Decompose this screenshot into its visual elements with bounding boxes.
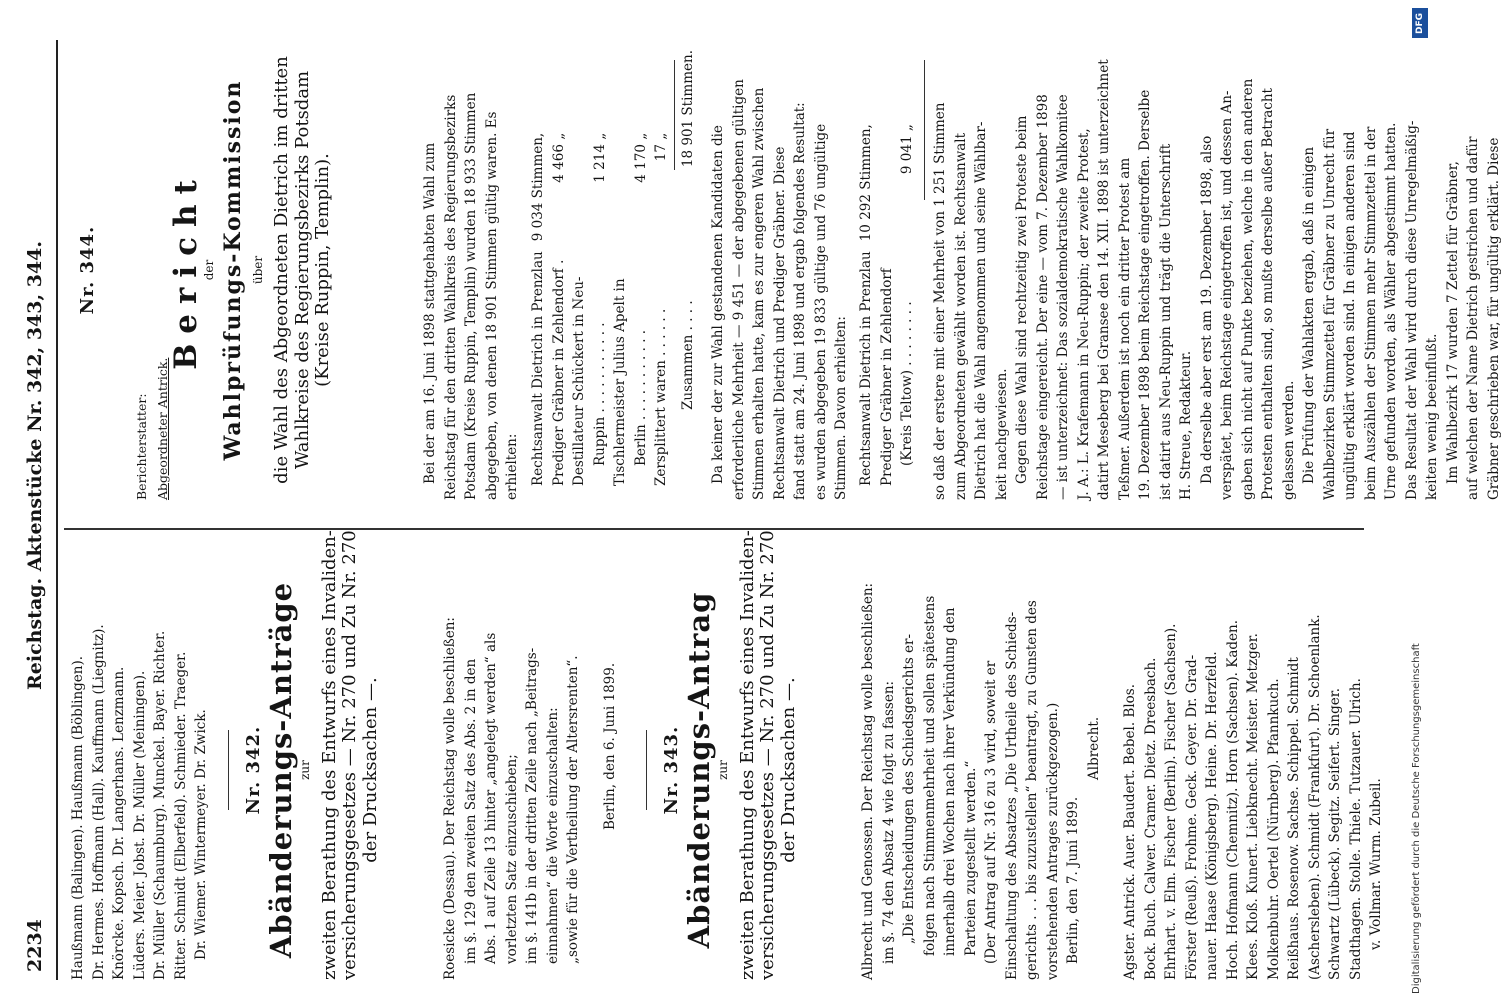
table-row <box>651 133 672 486</box>
text-line: fand statt am 24. Juni 1898 und ergab folgendes Resultat: <box>792 102 808 500</box>
text-line: Roesicke (Dessau). Der Reichstag wolle beschließen: <box>442 617 458 980</box>
text-line: beim Auszählen der Stimmen mehr Stimmzettel in der <box>1362 126 1379 500</box>
text-line: Stimmen. Davon erhielten: <box>833 316 849 500</box>
text-line: gelassen werden. <box>1280 380 1297 500</box>
text-line: Einschaltung des Absatzes „Die Urtheile des Schieds- <box>1003 611 1020 980</box>
signer-name: Albrecht. <box>1085 716 1102 780</box>
table-row <box>569 133 590 486</box>
dfg-credit-text: Digitalisierung gefördert durch die Deutsche Forschungsgemeinschaft <box>1411 643 1422 994</box>
text-line: Die Prüfung der Wahlakten ergab, daß in einigen <box>1301 146 1317 484</box>
date-line: Berlin, den 7. Juni 1899. <box>1065 796 1081 964</box>
text-line: Gräbner geschrieben war, für ungültig erklärt. Diese <box>1485 137 1502 500</box>
section-number: Nr. 344. <box>77 225 98 315</box>
total-row <box>678 50 699 410</box>
text-line: abgegeben, von denen 18 901 Stimmen gültig waren. Es <box>483 111 500 500</box>
section-subject: der Drucksachen —. <box>359 677 381 863</box>
running-head <box>24 30 54 990</box>
text-line: folgen nach Stimmenmehrheit und sollen spätestens <box>921 595 938 956</box>
report-der: der <box>201 259 216 281</box>
section-subject: versicherungsgesetzes — Nr. 270 und Zu Nr. 270 <box>757 530 778 980</box>
section-rule <box>228 730 229 810</box>
section-subject: versicherungsgesetzes — Nr. 270 und Zu Nr. 270 <box>339 530 360 980</box>
text-line: Hoch. Hofmann (Chemnitz). Horn (Sachsen). Kaden. <box>1224 619 1241 980</box>
section-343 <box>661 530 799 980</box>
text-line: Stadthagen. Stolle. Thiele. Tutzauer. Ulrich. <box>1347 678 1364 980</box>
text-line: Bei der am 16. Juni 1898 stattgehabten Wahl zum <box>422 142 438 484</box>
table-row <box>528 133 549 486</box>
text-line: Ritter. Schmidt (Elberfeld). Schmieder. Traeger. <box>172 651 189 980</box>
table-row <box>897 124 918 486</box>
text-line: Stimmen erhalten hatte, kam es zur engeren Wahl zwischen <box>751 87 767 500</box>
text-line: Bock. Buch. Calwer. Cramer. Dietz. Dreesbach. <box>1142 657 1159 980</box>
text-line: Wahlbezirken Stimmzettel für Gräbner zu Unrecht für <box>1321 128 1338 500</box>
text-line: H. Streue, Redakteur. <box>1178 350 1194 500</box>
section-344-heading <box>168 40 334 500</box>
text-line: — ist unterzeichnet: Das sozialdemokratische Wahlkomitee <box>1055 94 1071 500</box>
text-line: keiten wenig beeinflußt. <box>1424 333 1440 500</box>
text-line: Lüders. Meier. Jobst. Dr. Müller (Meiningen). <box>131 670 148 980</box>
total-label: Zusammen . . . . <box>680 300 696 410</box>
running-head-text: Reichstag. Aktenstücke Nr. 342, 343, 344. <box>24 240 46 690</box>
votes-cell: 9 034 Stimmen, <box>530 132 546 242</box>
votes-cell <box>569 133 590 252</box>
candidate-cell: Ruppin . . . . . . . . . . . <box>591 322 608 466</box>
text-line: „sowie für die Vertheilung der Altersrenten“. <box>565 655 581 964</box>
text-line: Albrecht und Genossen. Der Reichstag wolle beschließen: <box>860 582 876 980</box>
total-value: 18 901 Stimmen. <box>680 50 696 168</box>
votes-cell <box>877 124 898 251</box>
text-line: keit nachgewiesen. <box>993 368 1010 500</box>
text-line: Potsdam (Kreise Ruppin, Templin) wurden 18 933 Stimmen <box>463 92 479 500</box>
column-divider <box>64 528 1364 530</box>
text-line: J. A.: L. Krafemann in Neu-Ruppin; der zweite Protest, <box>1075 128 1092 500</box>
text-line: Das Resultat der Wahl wird durch diese Unregelmäßig- <box>1403 120 1420 500</box>
reporter-label: Berichterstatter: <box>134 393 149 500</box>
page-number: 2234 <box>24 919 46 972</box>
text-line: Reichstag für den dritten Wahlkreis des Regierungsbezirks <box>442 94 459 500</box>
report-title: Bericht <box>168 170 204 370</box>
section-343-body <box>858 560 1104 980</box>
text-line: Haußmann (Balingen). Haußmann (Böblingen). <box>70 655 86 980</box>
table-row <box>590 133 611 486</box>
votes-cell: 17 „ <box>653 132 669 162</box>
text-line: Förster (Reuß). Frohme. Geck. Geyer. Dr. Grad- <box>1183 654 1200 980</box>
text-line: gaben sich nicht auf Punkte beziehen, welche in den anderen <box>1239 78 1256 500</box>
text-line: einnahmen“ die Worte einzuschalten: <box>544 707 561 964</box>
text-line: im §. 74 den Absatz 4 wie folgt zu fassen: <box>880 680 897 964</box>
candidate-cell: (Kreis Teltow) . . . . . . . . <box>899 301 915 466</box>
report-subject: die Wahl des Abgeordneten Dietrich im dritten <box>271 56 292 484</box>
text-line: Protesten enthalten sind, so mußte derselbe außer Betracht <box>1260 88 1276 500</box>
text-line: Rechtsanwalt Dietrich und Prediger Gräbner. Diese <box>771 146 788 500</box>
candidate-cell: Rechtsanwalt Dietrich in Prenzlau <box>530 251 546 486</box>
text-line: Dr. Müller (Schaumburg). Munckel. Bayer. Richter. <box>152 630 168 980</box>
text-line: Dr. Hermes. Hoffmann (Hall). Kauffmann (Liegnitz). <box>90 624 107 980</box>
report-subject: (Kreise Ruppin, Templin). <box>312 153 333 387</box>
text-line: v. Vollmar. Wurm. Zubeil. <box>1368 778 1384 950</box>
date-line: Berlin, den 6. Juni 1899. <box>601 662 618 830</box>
text-line: verspätet, beim Reichstage eingetroffen ist, und dessen An- <box>1219 90 1235 500</box>
votes-cell <box>610 133 631 252</box>
text-line: vorstehenden Antrages zurückgezogen.) <box>1044 702 1061 980</box>
report-subject: Wahlkreise des Regierungsbezirks Potsdam <box>291 70 313 470</box>
candidate-cell: Destillateur Schückert in Neu- <box>571 276 587 486</box>
candidate-cell: Rechtsanwalt Dietrich in Prenzlau <box>858 251 874 486</box>
text-line: Ehrhart. v. Elm. Fischer (Berlin). Fischer (Sachsen). <box>1163 623 1179 980</box>
text-line: Teßmer. Außerdem ist noch ein dritter Protest am <box>1116 157 1133 500</box>
candidate-cell: Zersplittert waren . . . . . . <box>653 308 669 486</box>
text-line: nauer. Haase (Königsberg). Heine. Dr. Herzfeld. <box>1204 651 1220 980</box>
section-title: Abänderungs-Antrag <box>681 591 716 949</box>
text-line: 19. Dezember 1898 beim Reichstage eingetroffen. Derselbe <box>1137 89 1153 500</box>
text-line: es wurden abgegeben 19 833 gültige und 76 ungültige <box>812 123 829 500</box>
table-row <box>549 133 570 486</box>
sum-rule <box>674 60 675 170</box>
candidate-cell: Prediger Gräbner in Zehlendorf <box>878 268 895 486</box>
text-line: Reißhaus. Rosenow. Sachse. Schippel. Schmidt <box>1286 657 1302 980</box>
section-subject: zweiten Berathung des Entwurfs eines Invaliden- <box>318 530 340 980</box>
text-line: (Aschersleben). Schmidt (Frankfurt). Dr. Schoenlank. <box>1306 614 1323 980</box>
text-line: innerhalb drei Wochen nach ihrer Verkündung den <box>942 607 958 956</box>
text-line: Molkenbuhr. Oertel (Nürnberg). Pfannkuch. <box>1265 678 1282 980</box>
text-line: Im Wahlbezirk 17 wurden 7 Zettel für Gräbner, <box>1444 161 1461 484</box>
section-subject: zweiten Berathung des Entwurfs eines Invaliden- <box>736 530 758 980</box>
text-line: vorletzten Satz einzuschieben; <box>503 754 520 964</box>
reporter <box>132 40 173 500</box>
text-line: Parteien zugestellt werden.“ <box>962 760 979 956</box>
section-342 <box>243 530 381 980</box>
section-344 <box>68 40 99 500</box>
text-line: Knörcke. Kopsch. Dr. Langerhans. Lenzmann. <box>111 666 127 980</box>
text-line: erhielten: <box>504 433 520 500</box>
text-line: ist datirt aus Neu-Ruppin und trägt die Unterschrift <box>1157 143 1174 500</box>
text-line: Schwartz (Lübeck). Segitz. Seifert. Singer. <box>1327 687 1343 980</box>
text-line: gerichts . . . bis zuzustellen“ beantragt, zu Gunsten des <box>1024 600 1040 980</box>
candidate-cell: Prediger Gräbner in Zehlendorf . <box>550 259 567 486</box>
section-number: Nr. 342. <box>243 725 264 815</box>
section-title: Abänderungs-Anträge <box>263 581 298 959</box>
commission-name: Wahlprüfungs-Kommission <box>220 79 246 461</box>
text-line: „Die Entscheidungen des Schiedsgerichts er- <box>901 633 917 944</box>
section-342-body <box>440 560 620 980</box>
table-row <box>877 124 898 486</box>
text-line: datirt Meseberg bei Gransee den 14. XII. 1898 ist unterzeichnet <box>1096 59 1112 500</box>
text-line: auf welchen der Name Dietrich gestrichen und dafür <box>1465 136 1481 500</box>
text-line: Da derselbe aber erst am 19. Dezember 1898, also <box>1198 135 1215 484</box>
table-row <box>856 124 877 486</box>
text-line: Dietrich hat die Wahl angenommen und seine Wählbar- <box>973 121 989 500</box>
text-line: Urne gefunden worden, als Wähler abgestimmt hatten. <box>1383 122 1399 500</box>
section-rule <box>646 730 647 810</box>
sum-rule <box>924 60 925 200</box>
text-line: Abs. 1 auf Zeile 13 hinter „angelegt werden“ als <box>483 632 499 964</box>
text-line: (Der Antrag auf Nr. 316 zu 3 wird, soweit er <box>983 660 999 964</box>
text-line: Reichstage eingereicht. Der eine — vom 7. Dezember 1898 <box>1034 94 1051 500</box>
votes-cell: 10 292 Stimmen, <box>858 124 874 242</box>
section-subject: der Drucksachen —. <box>777 677 799 863</box>
head-rule <box>56 40 58 980</box>
text-line: so daß der erstere mit einer Mehrheit von 1 251 Stimmen <box>932 102 948 500</box>
table-row <box>631 133 652 486</box>
dfg-logo: DFG <box>1412 8 1428 38</box>
text-line: Da keiner der zur Wahl gestandenen Kandidaten die <box>710 125 726 484</box>
results-table-1 <box>528 133 672 486</box>
signer-list-top <box>68 560 212 980</box>
votes-cell: 9 041 „ <box>899 124 915 175</box>
signer-list-bottom <box>1120 560 1387 980</box>
vote-table <box>528 133 672 486</box>
report-middle <box>708 40 852 500</box>
candidate-cell: Tischlermeister Julius Apelt in <box>612 278 628 486</box>
report-ueber: über <box>250 255 265 285</box>
left-column <box>68 530 1384 980</box>
text-line: im §. 141b in der dritten Zeile nach „Beitrags- <box>524 647 540 964</box>
text-line: ungültig erklärt worden sind. In einigen anderen sind <box>1342 131 1358 500</box>
candidate-cell: Berlin . . . . . . . . . . . <box>632 329 649 466</box>
right-column <box>68 40 1502 500</box>
reporter-name: Abgeordneter Antrick. <box>154 357 170 500</box>
report-intro <box>420 40 523 500</box>
vote-table <box>856 124 918 486</box>
results-table-2 <box>856 124 918 486</box>
text-line: Dr. Wiemer. Wintermeyer. Dr. Zwick. <box>193 709 209 960</box>
section-zur: zur <box>298 760 312 780</box>
text-line: zum Abgeordneten gewählt worden ist. Rechtsanwalt <box>952 132 969 500</box>
text-line: im §. 129 den zweiten Satz des Abs. 2 in den <box>462 658 479 964</box>
section-zur: zur <box>716 760 730 780</box>
dfg-side-note <box>1411 8 1429 992</box>
votes-cell: 4 170 „ <box>632 132 649 183</box>
text-line: Klees. Kloß. Kunert. Liebknecht. Meister. Metzger. <box>1245 633 1261 980</box>
votes-cell: 4 466 „ <box>550 132 567 183</box>
text-line: erforderliche Mehrheit — 9 451 — der abgegebenen gültigen <box>730 79 747 500</box>
votes-cell: 1 214 „ <box>591 132 608 183</box>
text-line: Agster. Antrick. Auer. Baudert. Bebel. Blos. <box>1122 683 1138 980</box>
table-row <box>610 133 631 486</box>
text-line: Gegen diese Wahl sind rechtzeitig zwei Proteste beim <box>1014 115 1030 484</box>
section-number: Nr. 343. <box>661 725 682 815</box>
